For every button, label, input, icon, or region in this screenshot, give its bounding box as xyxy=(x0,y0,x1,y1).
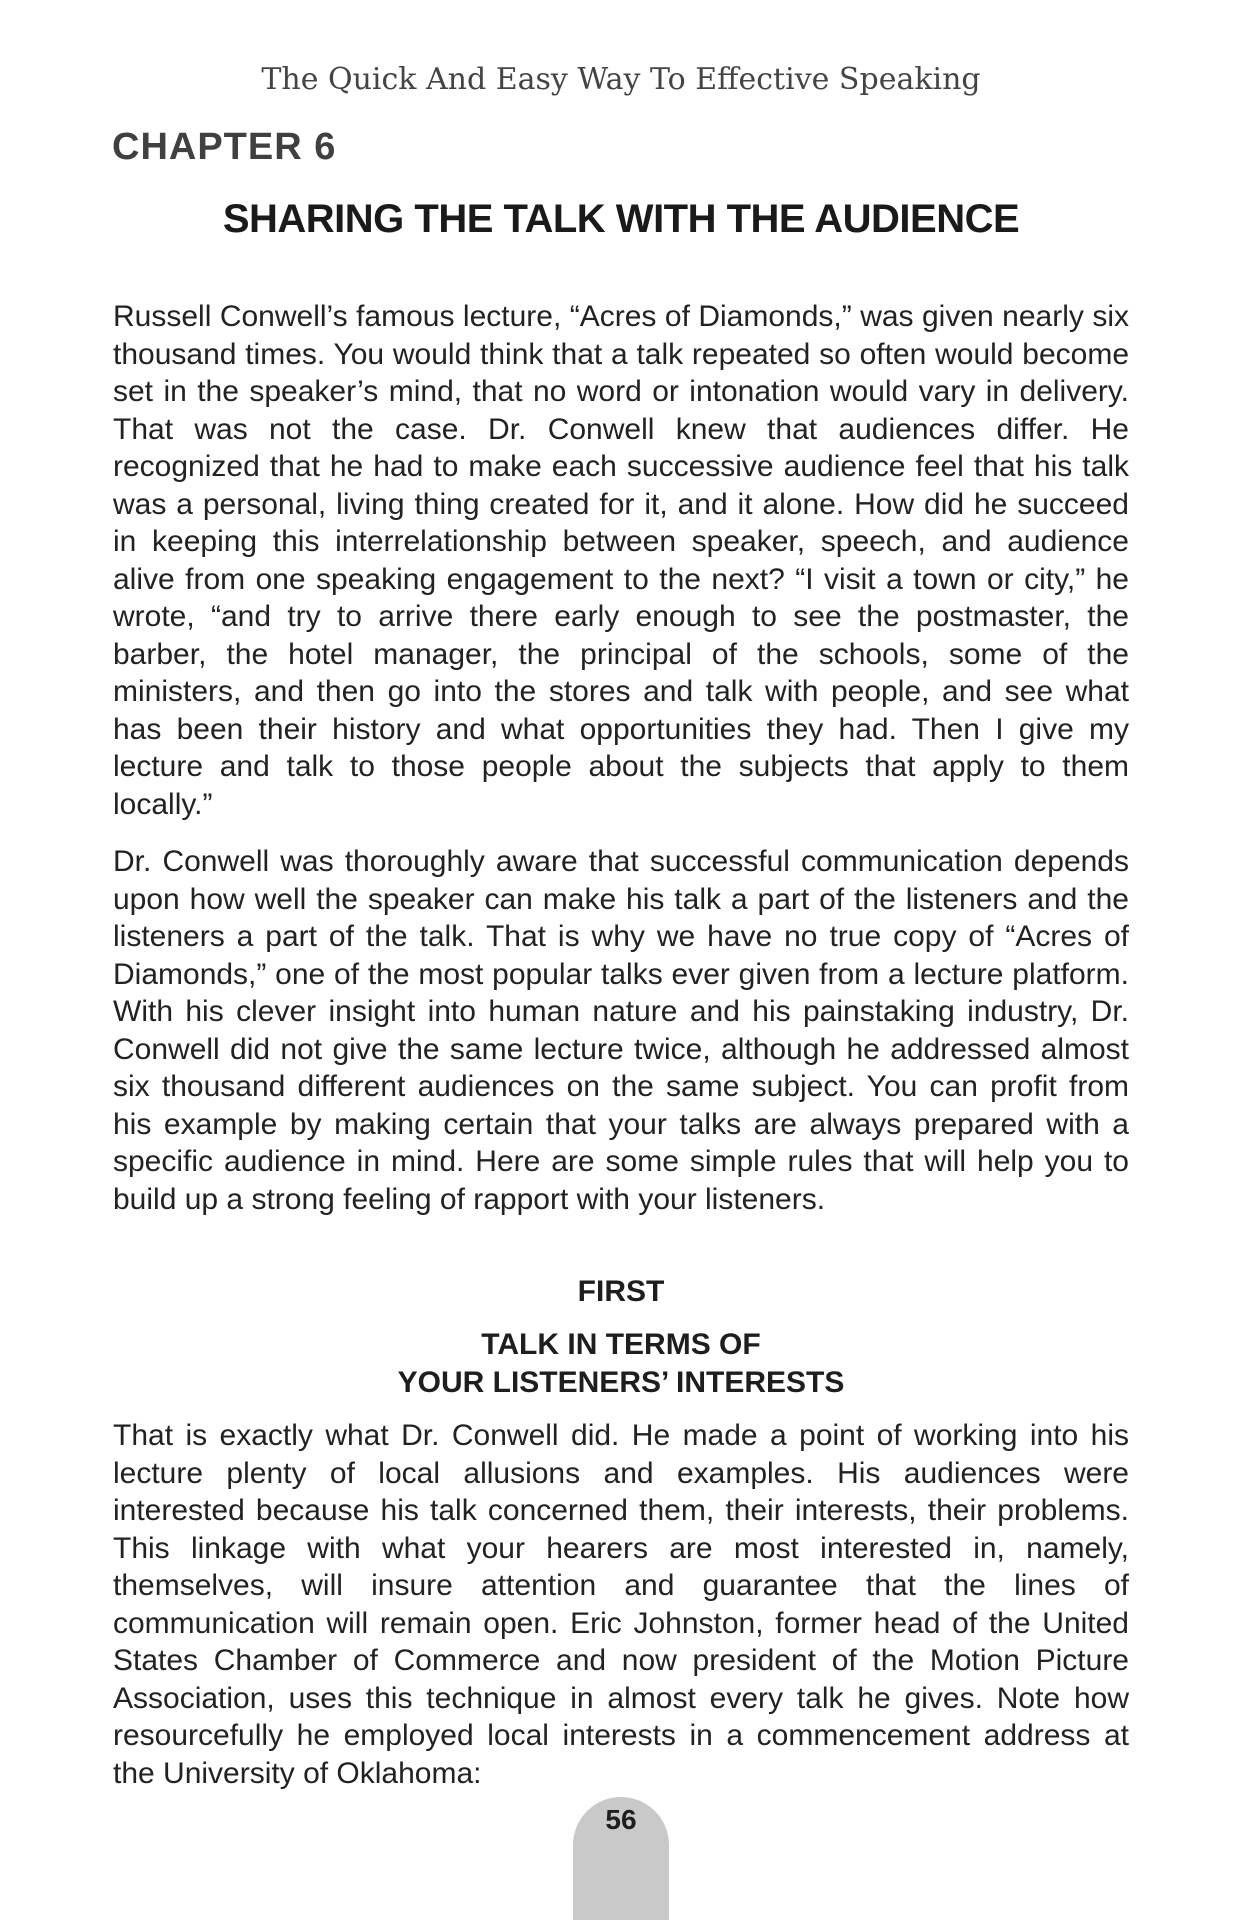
body-paragraph-2: Dr. Conwell was thoroughly aware that successful communication depends upon how well the speaker can make his talk a part of the listeners and the listeners a part of the talk. That is why we have no true copy of “Acres of Diamonds,” one of the most popular talks ever given from a lecture platform. With his clever insight into human nature and his painstaking industry, Dr. Conwell did not give the same lecture twice, although he addressed almost six thousand different audiences on the same subject. You can profit from his example by making certain that your talks are always prepared with a specific audience in mind. Here are some simple rules that will help you to build up a strong feeling of rapport with your listeners. xyxy=(113,845,1129,1216)
section-title-line-1: TALK IN TERMS OF xyxy=(481,1328,761,1361)
running-header: The Quick And Easy Way To Effective Speaking xyxy=(261,62,981,97)
body-paragraph-1: Russell Conwell’s famous lecture, “Acres of Diamonds,” was given nearly six thousand times. You would think that a talk repeated so often would become set in the speaker’s mind, that no word or intonation would vary in delivery. That was not the case. Dr. Conwell knew that audiences differ. He recognized that he had to make each successive audience feel that his talk was a personal, living thing created for it, and it alone. How did he succeed in keeping this interrelationship between speaker, speech, and audience alive from one speaking engagement to the next? “I visit a town or city,” he wrote, “and try to arrive there early enough to see the postmaster, the barber, the hotel manager, the principal of the schools, some of the ministers, and then go into the stores and talk with people, and see what has been their history and what opportunities they had. Then I give my lecture and talk to those people about the subjects that apply to them locally.” xyxy=(113,300,1129,821)
section-title-line-2: YOUR LISTENERS’ INTERESTS xyxy=(397,1366,845,1399)
section-ordinal: FIRST xyxy=(577,1275,665,1308)
chapter-title: SHARING THE TALK WITH THE AUDIENCE xyxy=(222,197,1020,241)
chapter-label: CHAPTER 6 xyxy=(112,126,337,168)
page-number: 56 xyxy=(605,1804,637,1835)
section-title xyxy=(0,1326,1242,1402)
body-paragraph-3: That is exactly what Dr. Conwell did. He made a point of working into his lecture plenty of local allusions and examples. His audiences were interested because his talk concerned them, their interests, their problems. This linkage with what your hearers are most interested in, namely, themselves, will insure attention and guarantee that the lines of communication will remain open. Eric Johnston, former head of the United States Chamber of Commerce and now president of the Motion Picture Association, uses this technique in almost every talk he gives. Note how resourcefully he employed local interests in a commencement address at the University of Oklahoma: xyxy=(113,1419,1129,1790)
